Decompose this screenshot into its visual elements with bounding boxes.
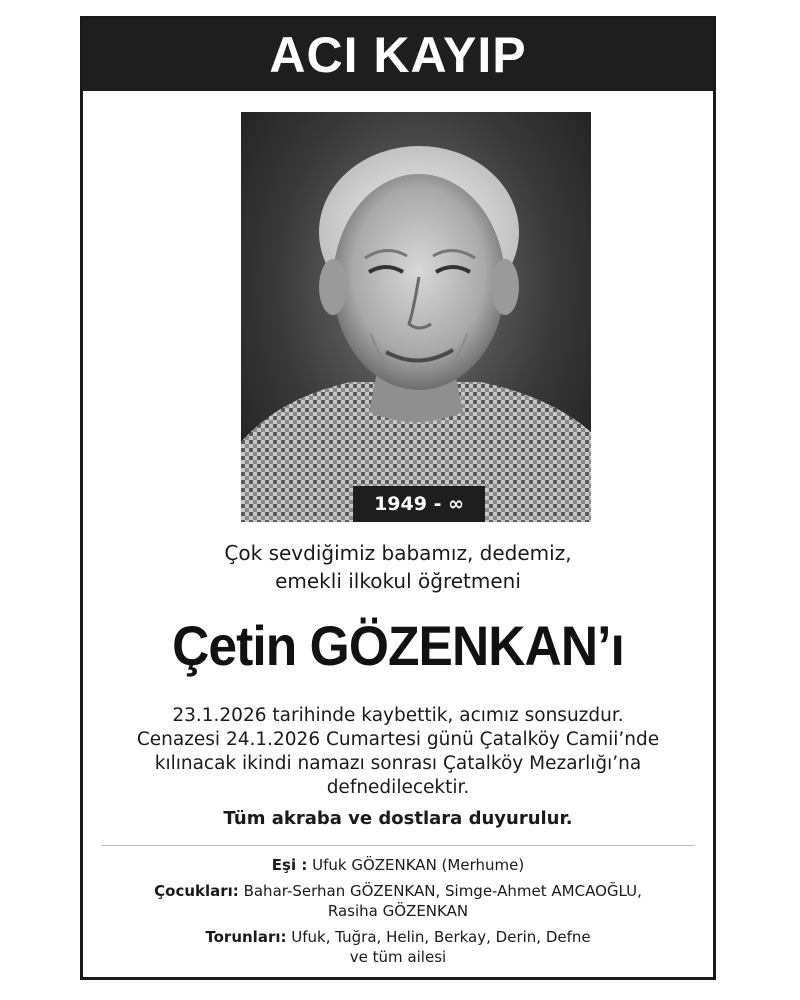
grandchildren-names: Ufuk, Tuğra, Helin, Berkay, Derin, Defne [291,928,591,946]
grandchildren-row [83,927,713,967]
funeral-message [83,704,713,800]
spouse-name: Ufuk GÖZENKAN (Merhume) [312,856,525,874]
children-label: Çocukları: [154,882,239,900]
header-banner [83,19,713,91]
intro-line-1: Çok sevdiğimiz babamız, dedemiz, [224,541,572,565]
intro-text [83,539,713,595]
children-row [83,881,713,921]
divider [101,845,695,846]
portrait-photo [241,112,591,522]
obituary-frame [80,16,716,980]
header-title: ACI KAYIP [269,27,527,83]
intro-line-2: emekli ilkokul öğretmeni [275,569,521,593]
children-line-2: Rasiha GÖZENKAN [327,902,469,920]
life-years-badge: 1949 - ∞ [353,486,485,522]
spouse-label: Eşi : [271,856,308,874]
message-line-1: 23.1.2026 tarihinde kaybettik, acımız sonsuzdur. [172,705,624,726]
spouse-row [83,855,713,875]
announcement: Tüm akraba ve dostlara duyurulur. [223,808,573,829]
family-list [83,855,713,973]
portrait-illustration [241,112,591,522]
children-line-1: Bahar-Serhan GÖZENKAN, Simge-Ahmet AMCAOĞLU, [243,882,642,900]
message-line-2: Cenazesi 24.1.2026 Cumartesi günü Çatalköy Camii’nde [136,729,660,750]
family-closing: ve tüm ailesi [349,948,447,966]
deceased-name: Çetin GÖZENKAN’ı [172,614,624,677]
message-line-3: kılınacak ikindi namazı sonrası Çatalköy Mezarlığı’na [154,753,642,774]
message-line-4: defnedilecektir. [326,777,470,798]
grandchildren-label: Torunları: [205,928,287,946]
